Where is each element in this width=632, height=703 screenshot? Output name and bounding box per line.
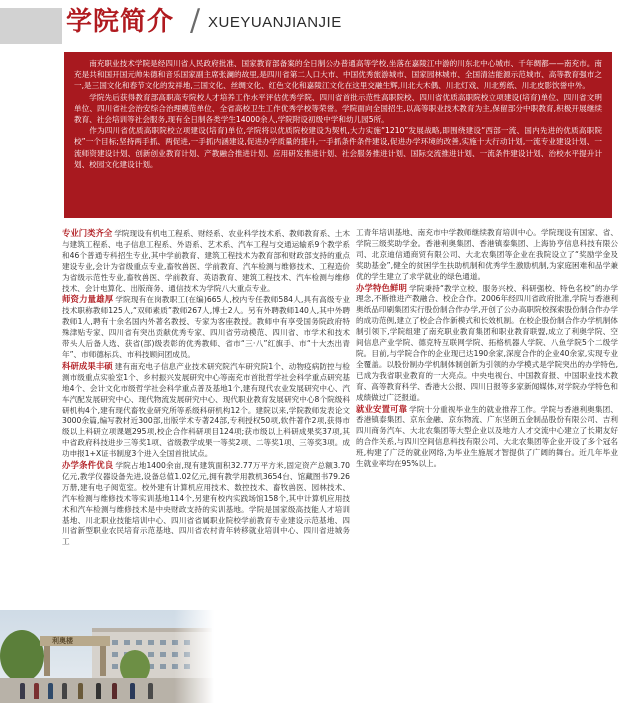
section-continued-text xyxy=(356,228,618,283)
photo-fade-edge xyxy=(174,610,214,703)
section-text: 学院十分重视毕业生的就业推荐工作。学院与香港利奥集团、香港镇泰集团、京东金融、京东物流、广东坚朗五金制品股份有限公司、吉利四川商务汽车、大北农集团等大型企业以及地方人才交流中心建立了长期友好的合作关系,与四川空间信息科技有限公司、大北农集团等企业开设了多个冠名班,构建了广泛的就业网络,为毕业生施展才智提供了广阔的舞台。近几年毕业生就业率均在95%以上。 xyxy=(356,404,619,469)
photo-gate xyxy=(40,636,110,646)
photo-person xyxy=(78,683,83,699)
section-features xyxy=(356,283,618,404)
page-header xyxy=(0,0,632,44)
photo-person xyxy=(130,683,135,699)
photo-gate-post xyxy=(100,646,106,676)
campus-photo xyxy=(0,610,214,703)
section-research xyxy=(62,361,350,460)
section-text: 学院占地1400余亩,现有建筑面积32.77万平方米,固定资产总额3.70亿元,教学仪器设备先进,设备总值1.02亿元,拥有教学用教机3654台、馆藏图书79.26万册,建有电子阅览室。校外建有计算机应用技术、数控技术、畜牧兽医、园林技术、汽车检测与维修技术等实训基地114个,另建有校内实践场馆158个,其中计算机应用技术和汽车检测与维修技术是中央财政支持的实训基地。学院是国家级高技能人才培训基地、川北职业技能培训中心、四川省省属职业院校学前教育专业建设示范基地、四川省新型职业农民培育示范基地、四川省农村青年转移就业培训中心、四川省进城务工 xyxy=(62,461,350,547)
section-facilities xyxy=(62,460,350,548)
section-heading: 办学特色鲜明 xyxy=(356,282,408,293)
photo-tree xyxy=(0,630,44,682)
photo-person xyxy=(148,683,153,699)
section-text: 建有南充电子信息产业技术研究院汽车研究院1个、动物疫病防控与检测市级重点实验室1个、乡村振兴发展研究中心等南充市首批哲学社会科学重点研究基地4个、会计文化市级哲学社会科学重点普及基地1个,建有现代农业发展研究中心、汽车汽配发展研究中心、现代物流发展研究中心、现代职业教育发展研究中心8个院级科研机构4个,建有现代畜牧业研究所等系级科研机构12个。建院以来,学院教师发表论文3000余篇,编写教材近300部,出版学术专著24部,专利授权50项,软件著作2项,获得市级以上科研立项课题295项,校企合作科研项目124项;获市级以上科研成果奖37项,其中省政府科技进步三等奖1项、省级教学成果一等奖2项、二等奖1项、三等奖3项。成功申报1+X证书制度3个进入全国首批试点。 xyxy=(62,361,351,459)
section-majors xyxy=(62,228,350,294)
section-employment xyxy=(356,404,618,470)
intro-box xyxy=(64,52,612,218)
section-heading: 科研成果丰硕 xyxy=(62,360,113,371)
intro-paragraph-2: 学院先后获得教育部高职高专院校人才培养工作水平评估优秀学院、四川省首批示范性高职院校、四川省优质高职院校立项建设(培育)单位、四川省文明单位、四川省社会治安综合治理模范单位、全省高校卫生工作优秀学校等荣誉。学院面向全国招生,以高等职业技术教育为主,保留部分中职教育,积极开展继续教育、社会培训等社会服务,现有全日制各类学生14000余人,学院附设初级中学和幼儿园5所。 xyxy=(74,92,602,125)
photo-gate-post xyxy=(44,646,50,676)
photo-person xyxy=(48,683,53,699)
photo-person xyxy=(96,683,101,699)
section-heading: 专业门类齐全 xyxy=(62,228,113,238)
photo-person xyxy=(62,683,67,699)
section-heading: 办学条件优良 xyxy=(62,460,114,471)
left-column xyxy=(62,228,350,548)
section-heading: 师资力量雄厚 xyxy=(62,294,114,305)
section-text: 工青年培训基地、南充市中学教师继续教育培训中心。学院现设有国家、省、学院三级奖助学金。香港利奥集团、香港镇泰集团、上海协亨信息科技有限公司、北京迪信通商贸有限公司、大北农集团等企业在我院设立了“奖励学金及奖助基金”,健全的贫困学生扶助机制和优秀学生激励机制,为家庭困难和品学兼优的学生建立了求学就业的绿色通道。 xyxy=(356,228,618,281)
intro-paragraph-3: 作为四川省优质高职院校立项建设(培育)单位,学院将以优质院校建设为契机,大力实施“1210”发展战略,即围绕建设“西部一流、国内先进的优质高职院校”一个目标;坚持两手抓、两促进,一手抓内涵建设,促进办学质量的提升,一手抓条件条件建设,促进办学环境的改善,实施十大行动计划,一流专业建设计划、一流师资建设计划、创新创业教育计划、产教融合推进计划、应用研发推进计划、社会服务推进计划、国际交流推进计划、一流条件建设计划、治校水平提升计划、校园文化建设计划。 xyxy=(74,126,602,169)
photo-person xyxy=(112,683,117,699)
photo-person xyxy=(34,683,39,699)
section-text: 学院秉持“教学立校、服务兴校、科研强校、特色名校”的办学理念,不断推进产教融合、校企合作。2006年经四川省政府批准,学院与香港利奥纸品印刷集团实行股份制合作办学,开创了公办高职院校探索股份制合作办学的成功范例,建立了校企合作新模式和长效机制。在校企股份制合作办学机制体制引领下,学院组建了南充职业教育集团和职业教育联盟,成立了利奥学院、空间信息产业学院、德克特互联网学院、拓格机器人学院、八鱼学院5个二级学院。目前,与学院合作的企业现已达190余家,深度合作的企业40余家,实现专业全覆盖。以股份制办学机制体制创新为引领的办学模式是学院突出的办学特色,已成为我省职业教育的一大亮点。中央电视台、中国教育报、中国职业技术教育、高等教育科学、香港大公报、四川日报等多家新闻媒体,对学院办学特色和成绩做过广泛报道。 xyxy=(356,283,618,402)
photo-gate-sign: 利奥楼 xyxy=(52,637,73,645)
intro-paragraph-1: 南充职业技术学院是经四川省人民政府批准、国家教育部备案的全日制公办普通高等学校,坐落在嘉陵江中游的川东北中心城市、千年绸都——南充市。南充是共和国开国元帅朱德和音乐国家副主席张澜的故里,是四川省第二人口大市、中国优秀旅游城市、国家园林城市、全国清洁能源示范城市、高等教育强市之一,是三国文化和春节文化的发祥地,三国文化、丝绸文化、红色文化和嘉陵江文化在这里交融生辉,川北大木偶、川北灯戏、川北剪纸、川北皮影饮誉中外。 xyxy=(74,59,602,91)
page-title: 学院简介 xyxy=(66,7,175,37)
section-faculty xyxy=(62,294,350,360)
section-text: 学院现有在岗教职工(在编)665人,校内专任教师584人,具有高级专业技术职称教师125人,“双师素质”教师267人,博士2人。另有外聘教师140人,其中外聘教师1人,聘有十余名国内外著名教授、专家为客座教授。教师中有享受国务院政府特殊津贴专家、四川省有突出贡献优秀专家、四川省劳动模范、四川省、市学术和技术带头人后备人选、获省(部)级表彰的优秀教师、省市“三·八”红旗手、市“十大杰出青年”、市师德标兵、市科技顾问团成员。 xyxy=(62,295,350,359)
photo-person xyxy=(20,683,25,699)
page-subtitle-pinyin: XUEYUANJIANJIE xyxy=(208,14,342,31)
header-gray-bar xyxy=(0,8,62,44)
right-column xyxy=(356,228,618,470)
section-heading: 就业安置可靠 xyxy=(356,403,408,414)
section-text: 学院现设有机电工程系、财经系、农业科学技术系、教师教育系、土木与建筑工程系、电子信息工程系、外语系、艺术系、汽车工程与交通运输系9个教学系和46个普通专科招生专业,其中学前教育、建筑工程技术为教育部和财政部支持的重点建设专业,会计为省级重点专业,畜牧兽医、学前教育、汽车检测与维修技术、工程造价为省级示范性专业,畜牧兽医、学前教育、英语教育、建筑工程技术、汽车检测与维修技术、会计电算化、出版商务、通信技术为学院八大重点专业。 xyxy=(62,229,351,293)
title-slash: / xyxy=(190,3,201,38)
